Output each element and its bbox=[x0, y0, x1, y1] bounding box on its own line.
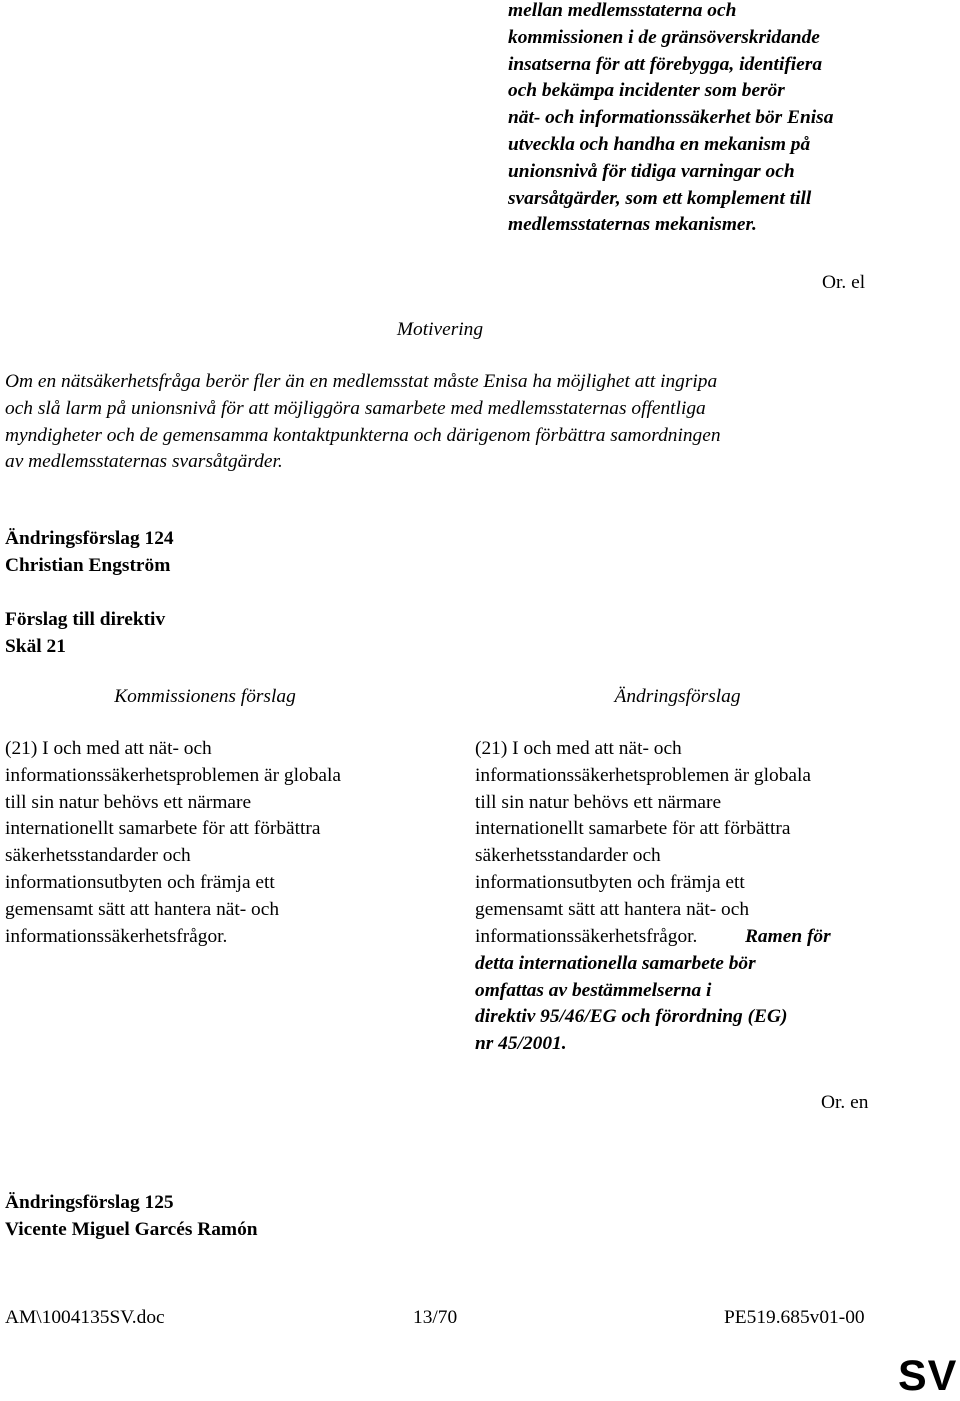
amendment-125-author: Vicente Miguel Garcés Ramón bbox=[5, 1219, 258, 1240]
footer-doc-reference: AM\1004135SV.doc bbox=[5, 1307, 165, 1328]
column-header-amendment: Ändringsförslag bbox=[614, 686, 741, 707]
motivering-heading: Motivering bbox=[396, 319, 484, 340]
footer-pe-reference: PE519.685v01-00 bbox=[724, 1307, 865, 1328]
continued-amendment-text: mellan medlemsstaterna och kommissionen i de gränsöverskridande insatserna för att förebygga, identifiera och bekämpa incidenter som berör nät- och informationssäkerhet bör Enisa utveckla och handha en mekanism på unionsnivå för tidiga varningar och svarsåtgärder, som ett komplement till medlemsstaternas mekanismer. bbox=[508, 0, 834, 236]
commission-proposal-text: (21) I och med att nät- och informationssäkerhetsproblemen är globala till sin natur behövs ett närmare internationellt samarbete för att förbättra säkerhetsstandarder och informationsutbyten och främja ett gemensamt sätt att hantera nät- och informationssäkerhetsfrågor. bbox=[5, 738, 341, 947]
original-language-el: Or. el bbox=[822, 272, 866, 293]
amendment-125-title: Ändringsförslag 125 bbox=[5, 1192, 174, 1213]
language-code-mark: SV bbox=[898, 1352, 958, 1400]
amendment-124-reference: Skäl 21 bbox=[5, 636, 66, 657]
amendment-124-proposal: Förslag till direktiv bbox=[5, 609, 166, 630]
amendment-added-text: Ramen för detta internationella samarbete bör omfattas av bestämmelserna i direktiv 95/46/EG och förordning (EG) nr 45/2001. bbox=[475, 926, 831, 1055]
amendment-124-author: Christian Engström bbox=[5, 555, 171, 576]
motivering-text: Om en nätsäkerhetsfråga berör fler än en medlemsstat måste Enisa ha möjlighet att ingripa och slå larm på unionsnivå för att möjliggöra samarbete med medlemsstaternas offentliga myndigheter och de gemensamma kontaktpunkterna och därigenom förbättra samordningen av medlemsstaternas svarsåtgärder. bbox=[5, 371, 721, 473]
amendment-124-title: Ändringsförslag 124 bbox=[5, 528, 174, 549]
amendment-proposal-text: (21) I och med att nät- och informationssäkerhetsproblemen är globala till sin natur behövs ett närmare internationellt samarbete för att förbättra säkerhetsstandarder och informationsutbyten och främja ett gemensamt sätt att hantera nät- och informationssäkerhetsfrågor. bbox=[475, 738, 811, 947]
footer-page-number: 13/70 bbox=[413, 1307, 458, 1328]
original-language-en: Or. en bbox=[821, 1092, 869, 1113]
column-header-commission: Kommissionens förslag bbox=[114, 686, 296, 707]
